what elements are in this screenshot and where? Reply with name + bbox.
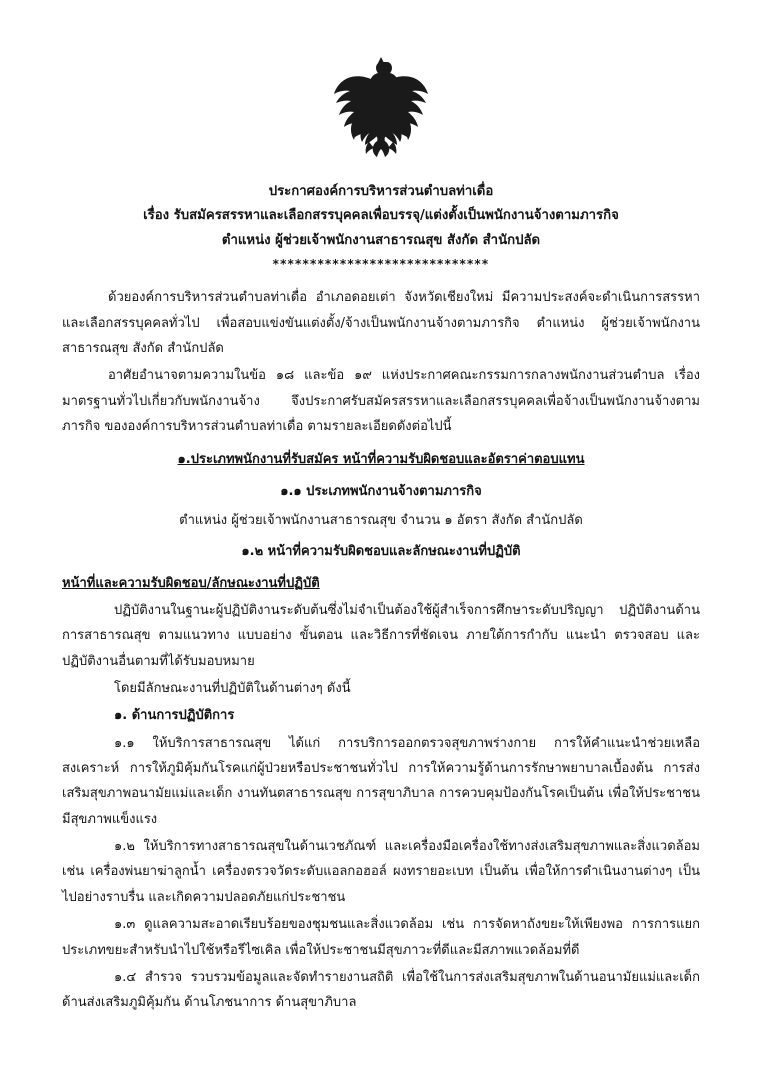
star-divider: ***************************** <box>272 257 490 272</box>
section-1-2-heading: ๑.๒ หน้าที่ความรับผิดชอบและลักษณะงานที่ปฏิบัติ <box>241 544 521 560</box>
document-body <box>62 285 700 1015</box>
title-line-1: ประกาศองค์การบริหารส่วนตำบลท่าเดื่อ <box>268 184 494 199</box>
section-1-1-heading: ๑.๑ ประเภทพนักงานจ้างตามภารกิจ <box>280 483 482 499</box>
area-1-item-3: ๑.๓ ดูแลความสะอาดเรียบร้อยของชุมชนและสิ่งแวดล้อม เช่น การจัดหาถังขยะให้เพียงพอ การการแยกประเภทขยะสำหรับนำไปใช้หรือรีไซเคิล เพื่อให้ประชาชนมีสุขภาวะที่ดีและมีสภาพแวดล้อมที่ดี <box>62 917 700 958</box>
area-1-item-4: ๑.๔ สำรวจ รวบรวมข้อมูลและจัดทำรายงานสถิติ เพื่อใช้ในการส่งเสริมสุขภาพในด้านอนามัยแม่และเด็ก ด้านส่งเสริมภูมิคุ้มกัน ด้านโภชนาการ ด้านสุขาภิบาล <box>62 969 700 1011</box>
section-1-heading: ๑.ประเภทพนักงานที่รับสมัคร หน้าที่ความรับผิดชอบและอัตราค่าตอบแทน <box>177 452 585 468</box>
document-title <box>62 180 700 253</box>
title-line-2: เรื่อง รับสมัครสรรหาและเลือกสรรบุคคลเพื่อบรรจุ/แต่งตั้งเป็นพนักงานจ้างตามภารกิจ <box>143 208 619 224</box>
section-1-1-detail: ตำแหน่ง ผู้ช่วยเจ้าพนักงานสาธารณสุข จำนวน ๑ อัตรา สังกัด สำนักปลัด <box>179 513 583 529</box>
area-1-item-1: ๑.๑ ให้บริการสาธารณสุข ได้แก่ การบริการออกตรวจสุขภาพร่างกาย การให้คำแนะนำช่วยเหลือสงเคราะห์ การให้ภูมิคุ้มกันโรคแก่ผู้ป่วยหรือประชาชนทั่วไป การให้ความรู้ด้านการรักษาพยาบาลเบื้องต้น การส่งเสริมสุขภาพอนามัยแม่และเด็ก งานทันตสาธารณสุข การสุขาภิบาล การควบคุมป้องกันโรคเป็นต้น เพื่อให้ประชาชนมีสุขภาพแข็งแรง <box>62 735 700 827</box>
area-1-item-2: ๑.๒ ให้บริการทางสาธารณสุขในด้านเวชภัณฑ์ และเครื่องมือเครื่องใช้ทางส่งเสริมสุขภาพและสิ่งแวดล้อม เช่น เครื่องพ่นยาฆ่าลูกน้ำ เครื่องตรวจวัดระดับแอลกอฮอล์ ผงทรายอะเบท เป็นต้น เพื่อให้การดำเนินงานต่างๆ เป็นไปอย่างราบรื่น และเกิดความปลอดภัยแก่ประชาชน <box>62 839 700 905</box>
intro-paragraph-1: ด้วยองค์การบริหารส่วนตำบลท่าเดื่อ อำเภอดอยเต่า จังหวัดเชียงใหม่ มีความประสงค์จะดำเนินการสรรหาและเลือกสรรบุคคลทั่วไป เพื่อสอบแข่งขันแต่งตั้ง/จ้างเป็นพนักงานจ้างตามภารกิจ ตำแหน่ง ผู้ช่วยเจ้าพนักงานสาธารณสุข สังกัด สำนักปลัด <box>62 290 700 356</box>
title-line-3: ตำแหน่ง ผู้ช่วยเจ้าพนักงานสาธารณสุข สังกัด สำนักปลัด <box>221 232 541 248</box>
duties-heading: หน้าที่และความรับผิดชอบ/ลักษณะงานที่ปฏิบัติ <box>62 575 320 591</box>
duties-paragraph-1: ปฏิบัติงานในฐานะผู้ปฏิบัติงานระดับต้นซึ่งไม่จำเป็นต้องใช้ผู้สำเร็จการศึกษาระดับปริญญา ปฏิบัติงานด้านการสาธารณสุข ตามแนวทาง แบบอย่าง ขั้นตอน และวิธีการที่ชัดเจน ภายใต้การกำกับ แนะนำ ตรวจสอบ และปฏิบัติงานอื่นตามที่ได้รับมอบหมาย <box>62 603 700 669</box>
intro-paragraph-2: อาศัยอำนาจตามความในข้อ ๑๘ และข้อ ๑๙ แห่งประกาศคณะกรรมการกลางพนักงานส่วนตำบล เรื่องมาตรฐานทั่วไปเกี่ยวกับพนักงานจ้าง จึงประกาศรับสมัครสรรหาและเลือกสรรบุคคลเพื่อจ้างเป็นพนักงานจ้างตามภารกิจ ขององค์การบริหารส่วนตำบลท่าเดื่อ ตามรายละเอียดดังต่อไปนี้ <box>62 368 700 434</box>
area-1-heading: ๑. ด้านการปฏิบัติการ <box>114 708 235 724</box>
garuda-emblem <box>317 54 445 158</box>
duties-paragraph-2: โดยมีลักษณะงานที่ปฏิบัติในด้านต่างๆ ดังนี้ <box>114 681 351 697</box>
emblem-container <box>62 54 700 158</box>
